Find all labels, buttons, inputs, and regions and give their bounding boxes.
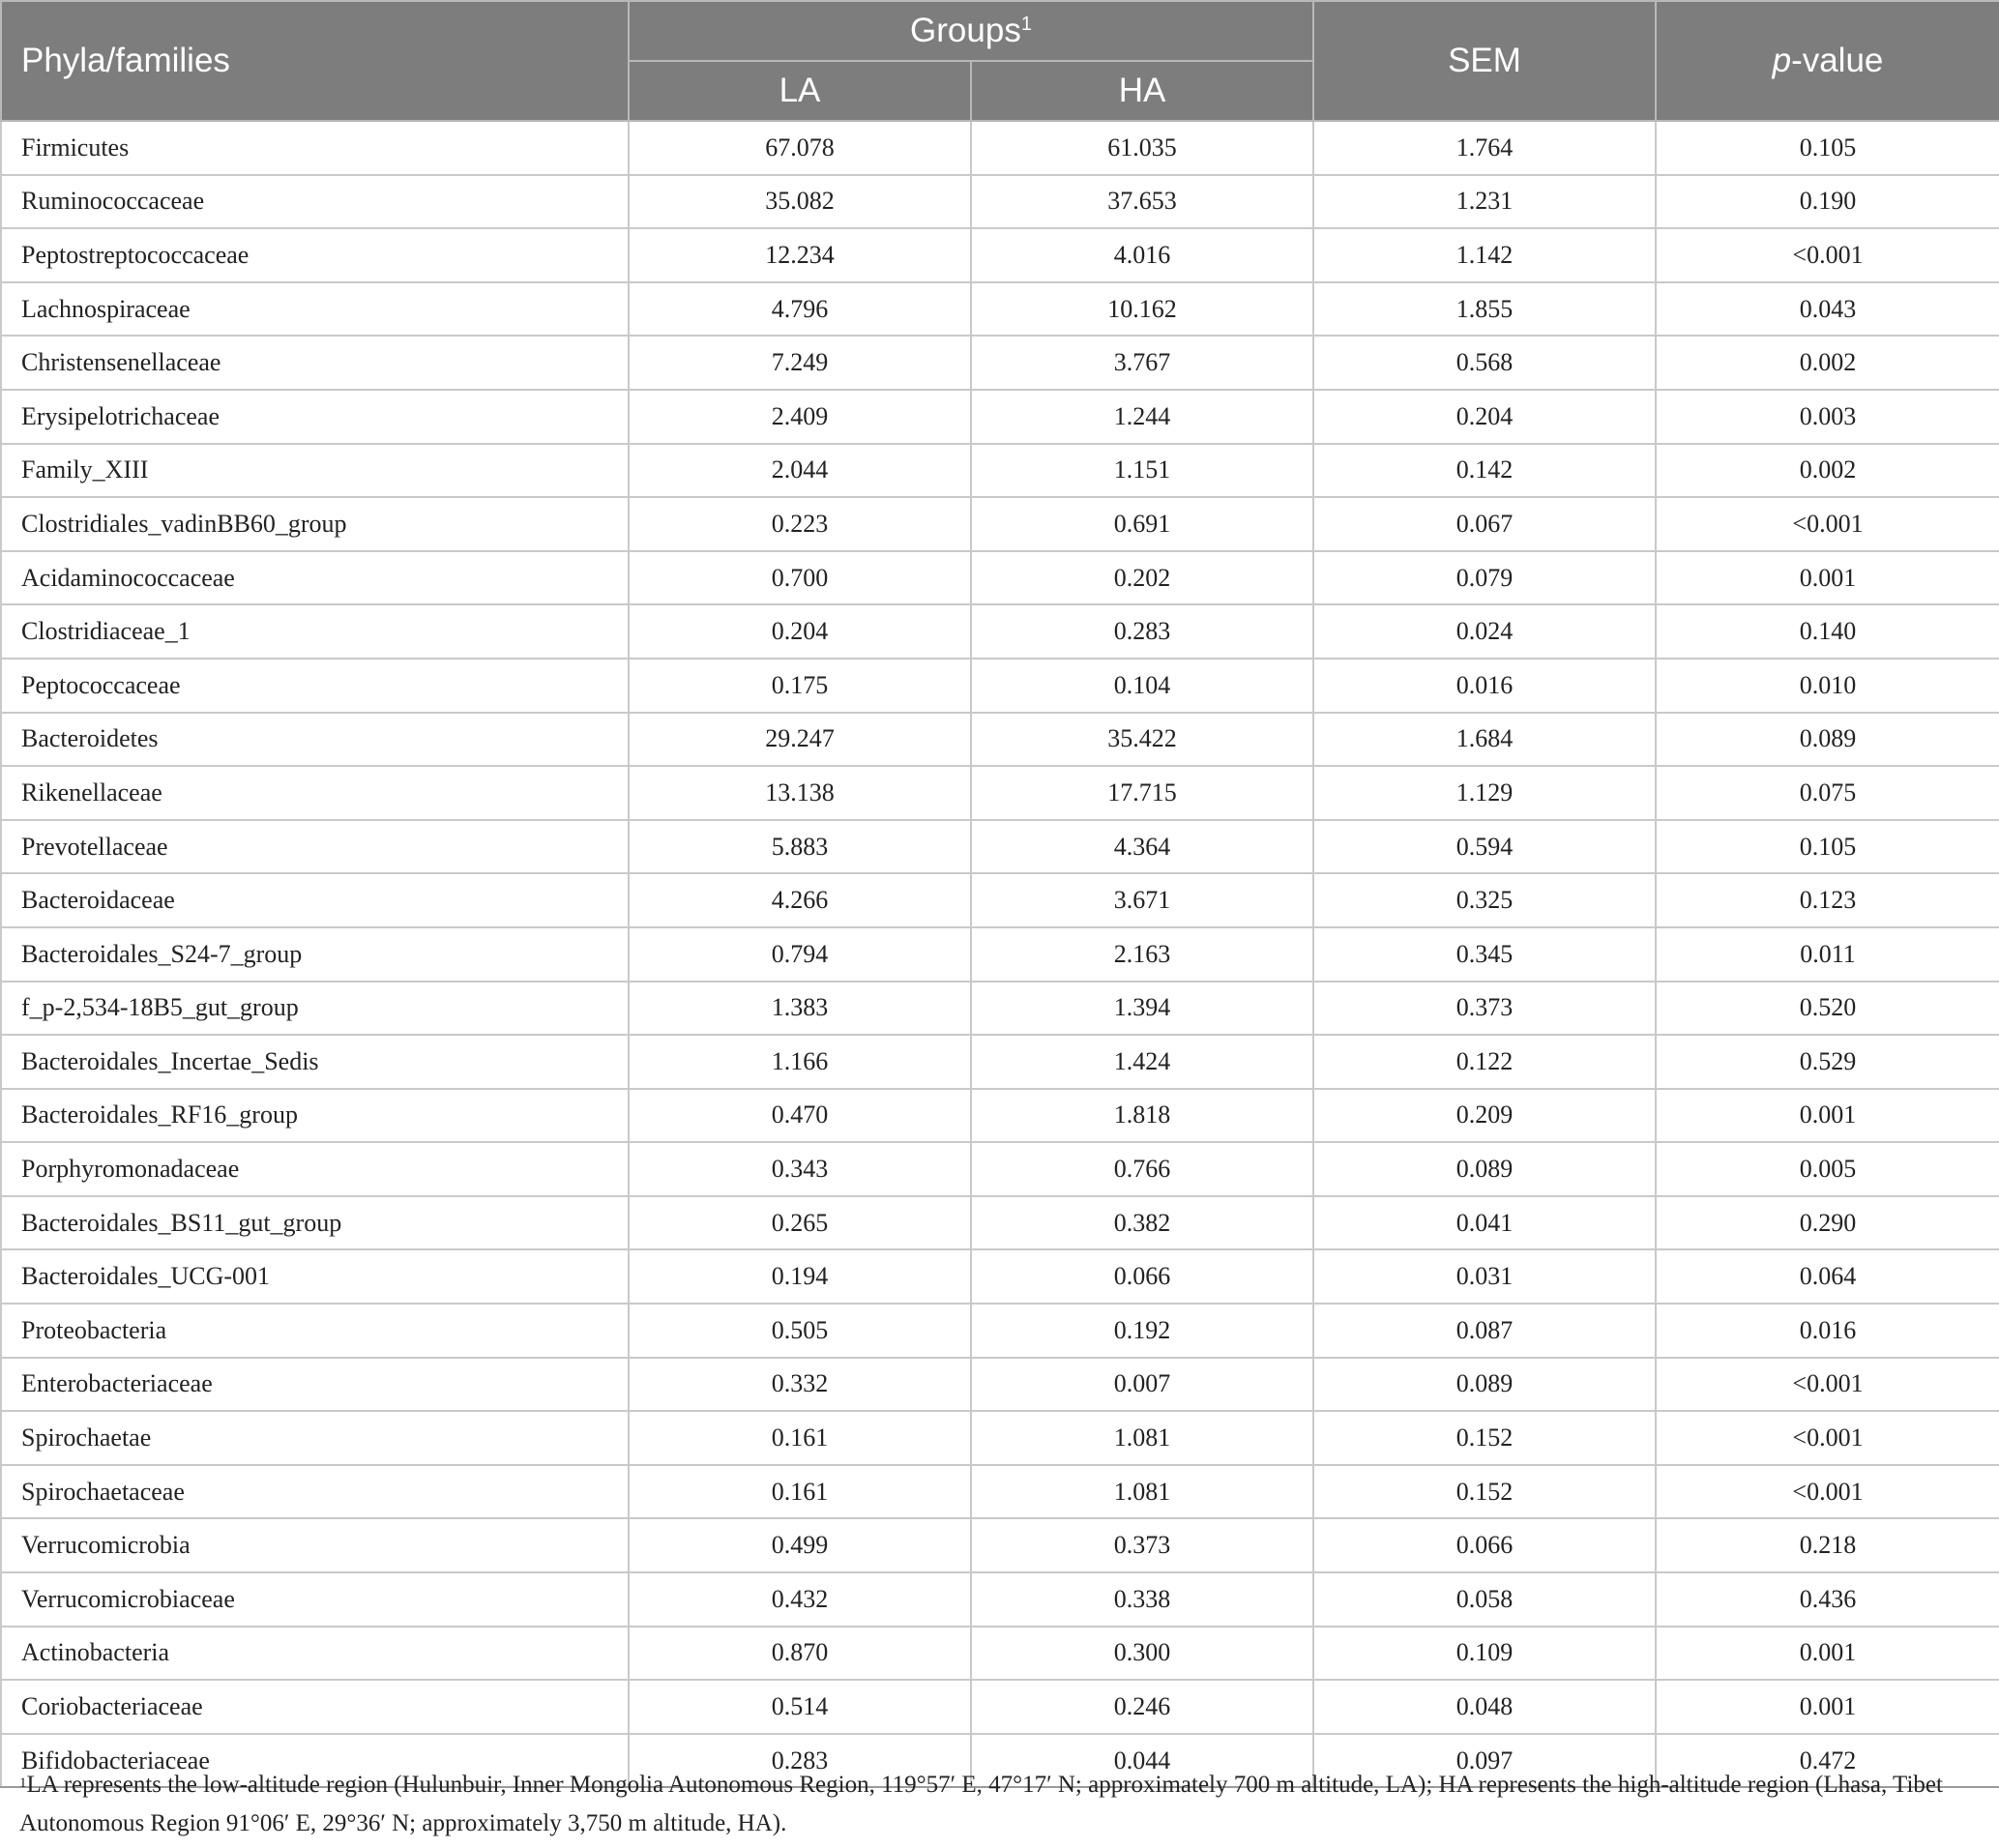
footnote-marker: 1 — [19, 1775, 27, 1791]
header-groups-footnote-marker: 1 — [1020, 14, 1032, 35]
cell-sem: 0.079 — [1313, 551, 1656, 605]
table-row — [1, 444, 1999, 498]
header-p-rest: -value — [1791, 42, 1884, 79]
table-row — [1, 1249, 1999, 1304]
cell-sem: 0.066 — [1313, 1518, 1656, 1572]
table-row — [1, 551, 1999, 605]
cell-name: Bacteroidaceae — [1, 873, 629, 927]
cell-name: Porphyromonadaceae — [1, 1142, 629, 1196]
table-row — [1, 1304, 1999, 1358]
table-row — [1, 175, 1999, 229]
cell-ha: 61.035 — [971, 121, 1313, 175]
cell-sem: 1.684 — [1313, 713, 1656, 767]
cell-ha: 3.767 — [971, 336, 1313, 390]
cell-p: 0.190 — [1656, 175, 1999, 229]
cell-p: <0.001 — [1656, 228, 1999, 282]
cell-name: Verrucomicrobia — [1, 1518, 629, 1572]
cell-p: 0.005 — [1656, 1142, 1999, 1196]
table-row — [1, 1680, 1999, 1734]
cell-la: 0.514 — [629, 1680, 971, 1734]
cell-la: 0.161 — [629, 1411, 971, 1465]
cell-p: 0.010 — [1656, 659, 1999, 713]
cell-name: Spirochaetaceae — [1, 1465, 629, 1519]
cell-ha: 1.081 — [971, 1411, 1313, 1465]
cell-p: 0.002 — [1656, 444, 1999, 498]
cell-sem: 0.024 — [1313, 604, 1656, 659]
cell-sem: 0.152 — [1313, 1411, 1656, 1465]
table-header — [1, 1, 1999, 121]
cell-la: 0.332 — [629, 1358, 971, 1412]
cell-ha: 1.151 — [971, 444, 1313, 498]
cell-ha: 0.338 — [971, 1572, 1313, 1627]
table-row — [1, 766, 1999, 820]
table-row — [1, 1572, 1999, 1627]
cell-la: 7.249 — [629, 336, 971, 390]
cell-p: 0.011 — [1656, 927, 1999, 982]
header-p-italic: p — [1772, 42, 1792, 79]
cell-p: 0.218 — [1656, 1518, 1999, 1572]
cell-p: 0.003 — [1656, 390, 1999, 444]
table-row — [1, 390, 1999, 444]
table-row — [1, 713, 1999, 767]
cell-ha: 10.162 — [971, 282, 1313, 337]
cell-name: Erysipelotrichaceae — [1, 390, 629, 444]
header-la: LA — [629, 61, 971, 121]
cell-ha: 0.373 — [971, 1518, 1313, 1572]
cell-p: <0.001 — [1656, 1465, 1999, 1519]
cell-la: 0.343 — [629, 1142, 971, 1196]
table-row — [1, 1411, 1999, 1465]
cell-sem: 0.345 — [1313, 927, 1656, 982]
cell-p: 0.016 — [1656, 1304, 1999, 1358]
table-row — [1, 336, 1999, 390]
cell-la: 2.044 — [629, 444, 971, 498]
cell-sem: 0.089 — [1313, 1142, 1656, 1196]
table-row — [1, 1035, 1999, 1089]
table-row — [1, 1518, 1999, 1572]
cell-ha: 0.382 — [971, 1196, 1313, 1250]
cell-la: 5.883 — [629, 820, 971, 874]
table-footnote — [19, 1766, 1983, 1843]
table-row — [1, 820, 1999, 874]
header-p-value — [1656, 1, 1999, 121]
cell-sem: 0.325 — [1313, 873, 1656, 927]
cell-name: Bacteroidales_Incertae_Sedis — [1, 1035, 629, 1089]
cell-sem: 0.067 — [1313, 497, 1656, 551]
cell-p: 0.001 — [1656, 1680, 1999, 1734]
cell-ha: 0.766 — [971, 1142, 1313, 1196]
cell-p: 0.001 — [1656, 551, 1999, 605]
cell-p: 0.089 — [1656, 713, 1999, 767]
cell-la: 13.138 — [629, 766, 971, 820]
cell-la: 0.432 — [629, 1572, 971, 1627]
cell-p: <0.001 — [1656, 1358, 1999, 1412]
cell-sem: 0.031 — [1313, 1249, 1656, 1304]
cell-la: 0.161 — [629, 1465, 971, 1519]
cell-sem: 0.097 — [1313, 1734, 1656, 1788]
cell-name: Proteobacteria — [1, 1304, 629, 1358]
cell-ha: 35.422 — [971, 713, 1313, 767]
cell-name: Peptostreptococcaceae — [1, 228, 629, 282]
table-row — [1, 1627, 1999, 1681]
cell-la: 0.505 — [629, 1304, 971, 1358]
cell-p: 0.529 — [1656, 1035, 1999, 1089]
cell-ha: 0.300 — [971, 1627, 1313, 1681]
cell-p: 0.001 — [1656, 1089, 1999, 1143]
cell-name: Verrucomicrobiaceae — [1, 1572, 629, 1627]
cell-name: Prevotellaceae — [1, 820, 629, 874]
cell-sem: 1.855 — [1313, 282, 1656, 337]
cell-ha: 0.691 — [971, 497, 1313, 551]
cell-ha: 1.424 — [971, 1035, 1313, 1089]
cell-ha: 4.364 — [971, 820, 1313, 874]
cell-la: 4.266 — [629, 873, 971, 927]
cell-name: Bifidobacteriaceae — [1, 1734, 629, 1788]
cell-sem: 0.152 — [1313, 1465, 1656, 1519]
table-row — [1, 497, 1999, 551]
header-phyla-families: Phyla/families — [1, 1, 629, 121]
cell-la: 0.870 — [629, 1627, 971, 1681]
cell-la: 1.166 — [629, 1035, 971, 1089]
cell-ha: 0.066 — [971, 1249, 1313, 1304]
table-row — [1, 282, 1999, 337]
cell-sem: 0.209 — [1313, 1089, 1656, 1143]
cell-ha: 1.081 — [971, 1465, 1313, 1519]
cell-sem: 1.142 — [1313, 228, 1656, 282]
table-row — [1, 1196, 1999, 1250]
cell-la: 0.204 — [629, 604, 971, 659]
cell-name: Peptococcaceae — [1, 659, 629, 713]
cell-name: Bacteroidales_S24-7_group — [1, 927, 629, 982]
cell-la: 1.383 — [629, 982, 971, 1036]
cell-ha: 1.818 — [971, 1089, 1313, 1143]
cell-sem: 0.048 — [1313, 1680, 1656, 1734]
cell-p: 0.064 — [1656, 1249, 1999, 1304]
table-row — [1, 604, 1999, 659]
cell-ha: 17.715 — [971, 766, 1313, 820]
cell-p: 0.436 — [1656, 1572, 1999, 1627]
cell-name: Christensenellaceae — [1, 336, 629, 390]
cell-name: f_p-2,534-18B5_gut_group — [1, 982, 629, 1036]
table-row — [1, 1358, 1999, 1412]
cell-name: Clostridiaceae_1 — [1, 604, 629, 659]
cell-ha: 0.246 — [971, 1680, 1313, 1734]
cell-p: 0.075 — [1656, 766, 1999, 820]
cell-sem: 0.142 — [1313, 444, 1656, 498]
cell-p: 0.140 — [1656, 604, 1999, 659]
header-groups-label: Groups — [910, 12, 1021, 49]
cell-sem: 0.373 — [1313, 982, 1656, 1036]
table-row — [1, 873, 1999, 927]
cell-p: 0.002 — [1656, 336, 1999, 390]
cell-p: <0.001 — [1656, 497, 1999, 551]
cell-sem: 0.109 — [1313, 1627, 1656, 1681]
cell-name: Bacteroidales_BS11_gut_group — [1, 1196, 629, 1250]
cell-sem: 0.087 — [1313, 1304, 1656, 1358]
cell-la: 2.409 — [629, 390, 971, 444]
cell-p: 0.001 — [1656, 1627, 1999, 1681]
cell-ha: 0.044 — [971, 1734, 1313, 1788]
cell-p: 0.105 — [1656, 820, 1999, 874]
cell-sem: 0.594 — [1313, 820, 1656, 874]
cell-name: Ruminococcaceae — [1, 175, 629, 229]
cell-ha: 37.653 — [971, 175, 1313, 229]
cell-ha: 4.016 — [971, 228, 1313, 282]
cell-name: Bacteroidales_UCG-001 — [1, 1249, 629, 1304]
cell-name: Family_XIII — [1, 444, 629, 498]
footnote-text: LA represents the low-altitude region (Hulunbuir, Inner Mongolia Autonomous Region, 119°57′ E, 47°17′ N; approximately 700 m altitude, LA); HA represents the high-altitude region (Lhasa, Tibet Autonomous Region 91°06′ E, 29°36′ N; approximately 3,750 m altitude, HA). — [19, 1772, 1943, 1836]
table-row — [1, 1465, 1999, 1519]
cell-sem: 0.016 — [1313, 659, 1656, 713]
cell-la: 0.175 — [629, 659, 971, 713]
cell-name: Clostridiales_vadinBB60_group — [1, 497, 629, 551]
cell-la: 0.794 — [629, 927, 971, 982]
cell-p: 0.520 — [1656, 982, 1999, 1036]
table-row — [1, 121, 1999, 175]
cell-name: Firmicutes — [1, 121, 629, 175]
header-ha: HA — [971, 61, 1313, 121]
header-groups — [629, 1, 1313, 61]
table-row — [1, 1089, 1999, 1143]
cell-sem: 0.041 — [1313, 1196, 1656, 1250]
cell-ha: 0.007 — [971, 1358, 1313, 1412]
cell-sem: 0.089 — [1313, 1358, 1656, 1412]
cell-name: Coriobacteriaceae — [1, 1680, 629, 1734]
cell-p: 0.105 — [1656, 121, 1999, 175]
cell-la: 0.283 — [629, 1734, 971, 1788]
cell-sem: 0.058 — [1313, 1572, 1656, 1627]
cell-ha: 2.163 — [971, 927, 1313, 982]
cell-ha: 1.394 — [971, 982, 1313, 1036]
cell-sem: 1.764 — [1313, 121, 1656, 175]
cell-la: 0.223 — [629, 497, 971, 551]
header-sem: SEM — [1313, 1, 1656, 121]
cell-name: Bacteroidales_RF16_group — [1, 1089, 629, 1143]
cell-p: 0.472 — [1656, 1734, 1999, 1788]
cell-la: 35.082 — [629, 175, 971, 229]
cell-p: 0.123 — [1656, 873, 1999, 927]
cell-ha: 0.104 — [971, 659, 1313, 713]
cell-ha: 0.283 — [971, 604, 1313, 659]
table-row — [1, 927, 1999, 982]
cell-name: Rikenellaceae — [1, 766, 629, 820]
cell-la: 0.700 — [629, 551, 971, 605]
cell-la: 12.234 — [629, 228, 971, 282]
cell-p: 0.043 — [1656, 282, 1999, 337]
table-row — [1, 659, 1999, 713]
cell-name: Lachnospiraceae — [1, 282, 629, 337]
cell-sem: 0.204 — [1313, 390, 1656, 444]
table-row — [1, 228, 1999, 282]
cell-la: 67.078 — [629, 121, 971, 175]
cell-la: 0.470 — [629, 1089, 971, 1143]
cell-sem: 1.129 — [1313, 766, 1656, 820]
cell-ha: 3.671 — [971, 873, 1313, 927]
cell-la: 29.247 — [629, 713, 971, 767]
cell-ha: 0.202 — [971, 551, 1313, 605]
cell-p: <0.001 — [1656, 1411, 1999, 1465]
cell-name: Bacteroidetes — [1, 713, 629, 767]
cell-name: Enterobacteriaceae — [1, 1358, 629, 1412]
table-body — [1, 121, 1999, 1787]
cell-name: Acidaminococcaceae — [1, 551, 629, 605]
table-row — [1, 982, 1999, 1036]
cell-name: Spirochaetae — [1, 1411, 629, 1465]
cell-ha: 0.192 — [971, 1304, 1313, 1358]
cell-la: 4.796 — [629, 282, 971, 337]
cell-ha: 1.244 — [971, 390, 1313, 444]
cell-la: 0.499 — [629, 1518, 971, 1572]
cell-la: 0.194 — [629, 1249, 971, 1304]
table-row — [1, 1142, 1999, 1196]
cell-sem: 0.122 — [1313, 1035, 1656, 1089]
cell-la: 0.265 — [629, 1196, 971, 1250]
cell-name: Actinobacteria — [1, 1627, 629, 1681]
cell-sem: 1.231 — [1313, 175, 1656, 229]
cell-sem: 0.568 — [1313, 336, 1656, 390]
cell-p: 0.290 — [1656, 1196, 1999, 1250]
